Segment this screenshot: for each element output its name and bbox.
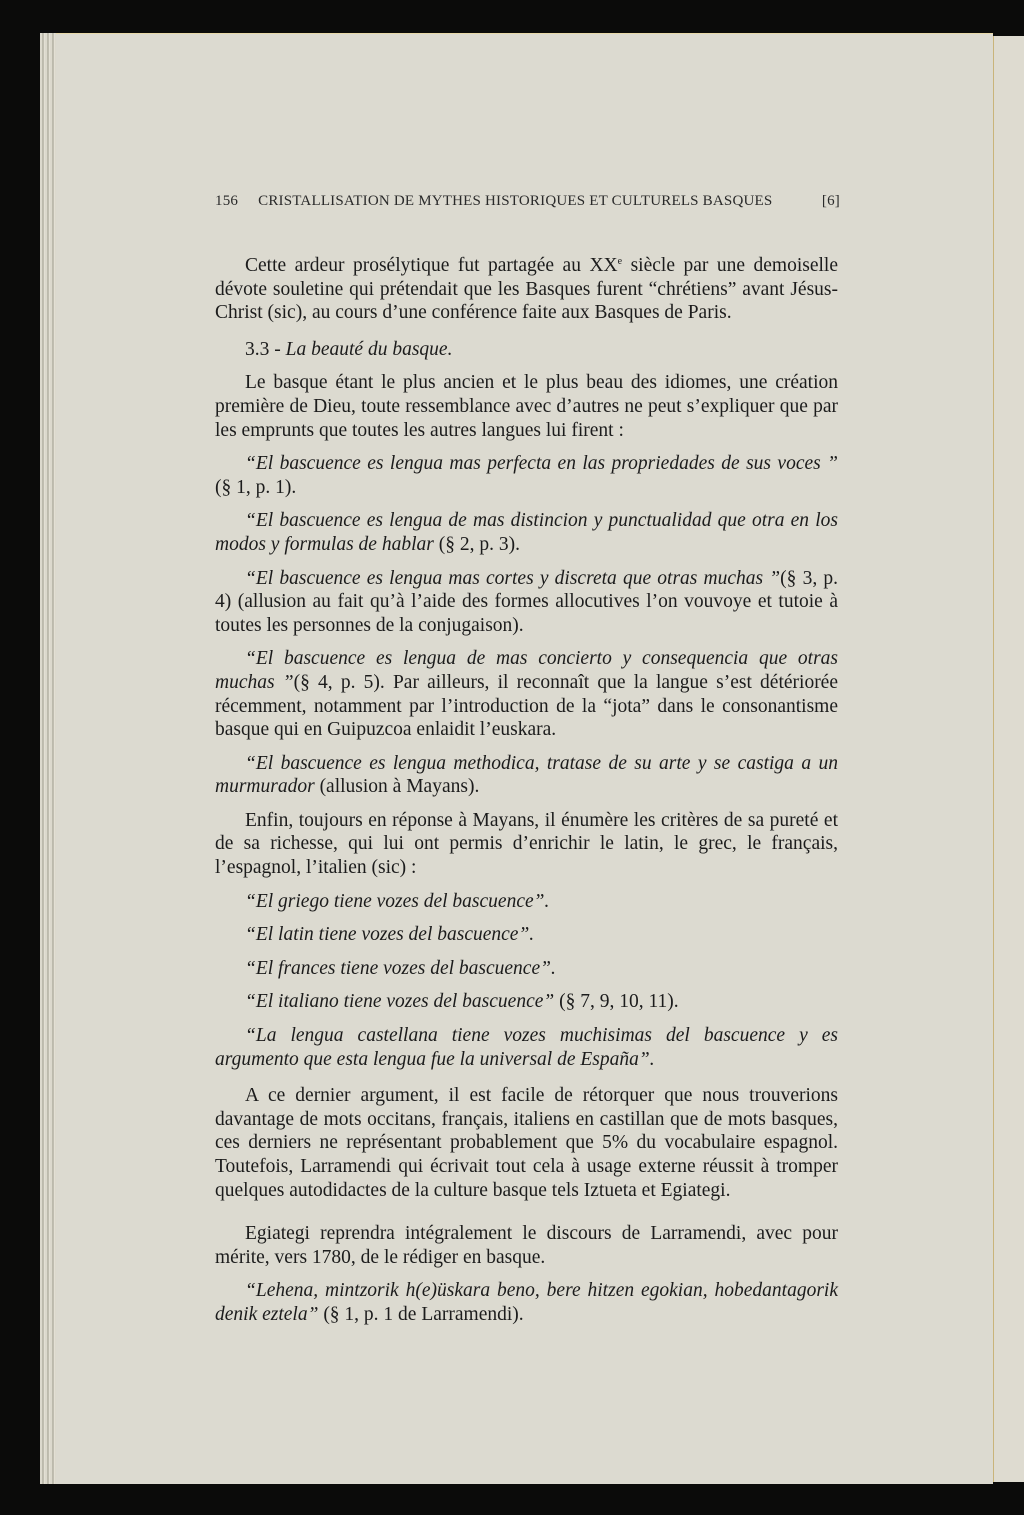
section-title: La beauté du basque. [285,338,453,360]
page-number: 156 [215,193,239,209]
quote: “El bascuence es lengua de mas concierto y consequencia que otras muchas ”(§ 4, p. 5). Par ailleurs, il reconnaît que la langue s’est détériorée récemment, notamment par l’introduction de la “jota” dans le consonantisme basque qui en Guipuzcoa enlaidit l’euskara. [215,648,838,741]
paragraph: Le basque étant le plus ancien et le plus beau des idiomes, une création première de Dieu, toute ressemblance avec d’autres ne peut s’expliquer que par les emprunts que toutes les autres langues lui firent : [215,372,838,441]
section-number: 3.3 - [245,338,286,360]
paragraph: A ce dernier argument, il est facile de rétorquer que nous trouverions davantage de mots occitans, français, italiens en castillan que de mots basques, ces derniers ne représentant probablement que 5% du vocabulaire espagnol. Toutefois, Larramendi qui écrivait tout cela à usage externe réussit à tromper quelques autodidactes de la culture basque tels Iztueta et Egiategi. [215,1085,838,1201]
quote: “El latin tiene vozes del bascuence”. [245,924,535,946]
quote: “El griego tiene vozes del bascuence”. [245,890,550,912]
paragraph: Enfin, toujours en réponse à Mayans, il énumère les critères de sa pureté et de sa richesse, qui lui ont permis d’enrichir le latin, le grec, le français, l’espagnol, l’italien (sic) : [215,809,838,879]
quote: “El bascuence es lengua mas perfecta en las propriedades de sus voces ” (§ 1, p. 1). [215,453,838,498]
facing-page-edge [993,36,1024,1482]
quote: “El bascuence es lengua mas cortes y discreta que otras muchas ”(§ 3, p. 4) (allusion au fait qu’à l’aide des formes allocutives l’on vouvoye et tutoie à toutes les personnes de la conjugaison). [215,567,839,636]
running-title: CRISTALLISATION DE MYTHES HISTORIQUES ET CULTURELS BASQUES [258,193,773,209]
running-header [215,193,840,210]
paragraph: Cette ardeur prosélytique fut partagée au XXe siècle par une demoiselle dévote souletine qui prétendait que les Basques furent “chrétiens” avant Jésus-Christ (sic), au cours d’une conférence faite aux Basques de Paris. [215,255,839,324]
body-text [215,250,838,1327]
section-heading [215,338,838,362]
paragraph: Egiategi reprendra intégralement le discours de Larramendi, avec pour mérite, vers 1780, de le rédiger en basque. [215,1223,838,1268]
quote: “Lehena, mintzorik h(e)üskara beno, bere hitzen egokian, hobedantagorik denik eztela” (§ 1, p. 1 de Larramendi). [215,1280,838,1325]
quote: “La lengua castellana tiene vozes muchisimas del bascuence y es argumento que esta lengua fue la universal de España”. [215,1025,838,1070]
quote: “El bascuence es lengua methodica, tratase de su arte y se castiga a un murmurador (allusion à Mayans). [215,752,838,798]
quote: “El bascuence es lengua de mas distincion y punctualidad que otra en los modos y formulas de hablar (§ 2, p. 3). [215,510,838,555]
quote: “El italiano tiene vozes del bascuence” (§ 7, 9, 10, 11). [245,991,679,1013]
section-marker: [6] [821,193,840,209]
quote: “El frances tiene vozes del bascuence”. [245,957,556,979]
